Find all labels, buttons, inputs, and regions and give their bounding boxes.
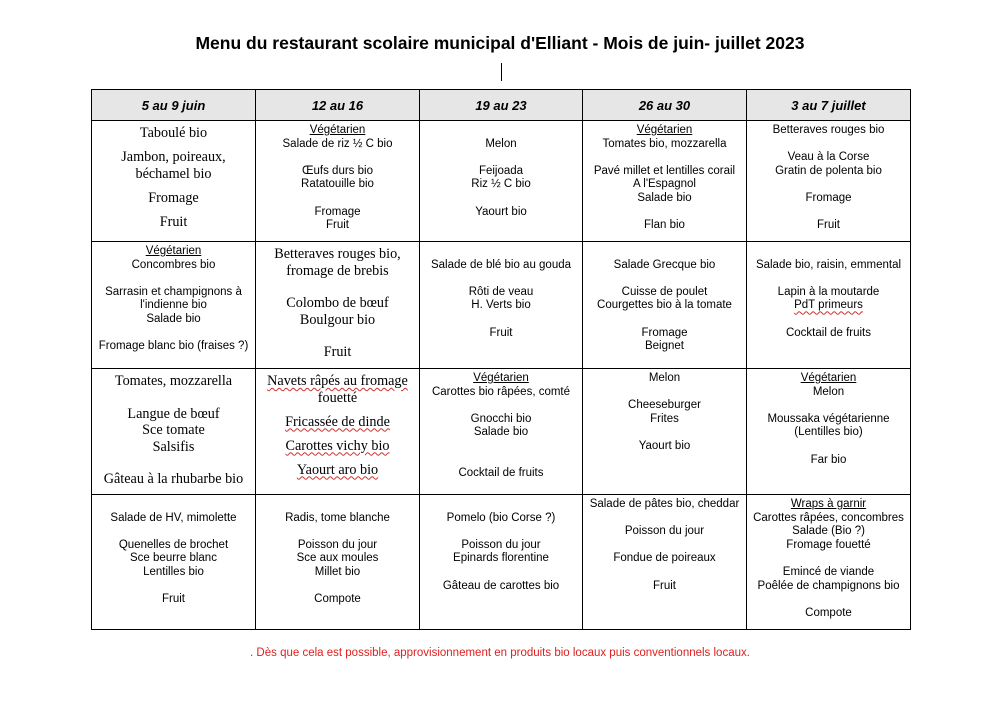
dish: Beignet: [644, 340, 684, 353]
menu-cell: [420, 242, 583, 369]
dish: Yaourt bio: [475, 205, 527, 218]
dish: Sce beurre blanc: [130, 552, 217, 565]
dish: Fruit: [323, 344, 352, 360]
dish: Melon: [485, 137, 517, 150]
dish: Salsifis: [152, 438, 195, 455]
vegetarian-label: Végétarien: [473, 372, 529, 384]
dish: Salade bio: [473, 426, 529, 439]
menu-cell: [256, 121, 420, 242]
dish: Salade de riz ½ C bio: [282, 137, 393, 150]
dish: Fruit: [162, 593, 185, 606]
dish: Riz ½ C bio: [471, 178, 531, 191]
menu-cell: [420, 121, 583, 242]
dish: Salade (Bio ?): [792, 525, 865, 538]
dish: Fruit: [159, 213, 188, 230]
dish: Fruit: [489, 326, 513, 339]
dish: l'indienne bio: [140, 299, 207, 312]
dish: Gratin de polenta bio: [775, 164, 882, 177]
dish: Emincé de viande: [782, 565, 875, 578]
dish: Yaourt bio: [638, 439, 691, 452]
dish: Salade bio: [637, 191, 692, 204]
dish: Cocktail de fruits: [785, 326, 871, 339]
dish: Veau à la Corse: [787, 151, 870, 164]
dish: Langue de bœuf: [127, 405, 220, 422]
dish: Melon: [812, 385, 845, 398]
dish: Cuisse de poulet: [621, 285, 708, 298]
dish: Sarrasin et champignons à: [105, 285, 242, 298]
dish: Poisson du jour: [461, 538, 541, 551]
dish: H. Verts bio: [471, 299, 531, 312]
dish: Colombo de bœuf: [286, 295, 389, 311]
dish: Millet bio: [314, 565, 361, 578]
menu-row: [92, 242, 911, 369]
dish: Salade bio: [146, 312, 201, 325]
menu-row: [92, 121, 911, 242]
dish: Taboulé bio: [139, 125, 208, 141]
menu-row: [92, 495, 911, 630]
footnote: . Dès que cela est possible, approvisionnement en produits bio locaux puis conventionnels locaux.: [250, 647, 750, 659]
dish: Salade de blé bio au gouda: [430, 258, 572, 271]
dish: Feijoada: [478, 164, 524, 177]
dish: Cocktail de fruits: [458, 467, 544, 480]
menu-cell: [92, 369, 256, 495]
dish: Gâteau de carottes bio: [442, 579, 560, 592]
dish: Lapin à la moutarde: [777, 285, 880, 298]
dish: Compote: [314, 593, 361, 606]
dish: Pomelo (bio Corse ?): [446, 511, 556, 524]
vegetarian-label: Végétarien: [145, 245, 202, 257]
menu-cell: [256, 495, 420, 630]
dish: PdT primeurs: [794, 299, 863, 312]
dish: Poêlée de champignons bio: [757, 579, 900, 592]
menu-row: [92, 369, 911, 495]
dish: Moussaka végétarienne: [767, 412, 890, 425]
dish: Salade Grecque bio: [613, 258, 716, 271]
week-header: 5 au 9 juin: [92, 90, 256, 121]
menu-cell: [747, 495, 911, 630]
menu-cell: [583, 495, 747, 630]
dish: Navets râpés au fromage: [267, 373, 408, 389]
dish: Rôti de veau: [468, 285, 534, 298]
menu-cell: [256, 369, 420, 495]
dish: Fondue de poireaux: [613, 552, 716, 565]
dish: Betteraves rouges bio: [772, 124, 885, 136]
dish: Carottes râpées, concombres: [753, 511, 904, 524]
dish: Fruit: [653, 579, 676, 592]
dish: Carottes vichy bio: [285, 437, 390, 454]
menu-cell: [92, 495, 256, 630]
menu-cell: [747, 121, 911, 242]
dish: Fromage: [641, 326, 688, 339]
week-header: 26 au 30: [583, 90, 747, 121]
week-header: 19 au 23: [420, 90, 583, 121]
menu-cell: [420, 369, 583, 495]
week-header: 12 au 16: [256, 90, 420, 121]
dish: Melon: [648, 372, 681, 384]
menu-cell: [583, 121, 747, 242]
dish: (Lentilles bio): [794, 426, 863, 439]
vegetarian-label: Végétarien: [636, 124, 693, 136]
vegetarian-label: Végétarien: [800, 372, 857, 384]
menu-cell: [747, 369, 911, 495]
dish: Fromage: [805, 191, 852, 204]
dish: Gâteau à la rhubarbe bio: [103, 471, 244, 487]
dish: A l'Espagnol: [633, 178, 696, 191]
dish: fouetté: [317, 389, 358, 406]
dish: Betteraves rouges bio,: [274, 246, 401, 262]
dish: Fromage: [314, 205, 361, 218]
dish: béchamel bio: [135, 165, 212, 182]
dish: Compote: [805, 606, 852, 619]
menu-cell: [256, 242, 420, 369]
dish: Salade de HV, mimolette: [110, 511, 237, 524]
dish: Sce aux moules: [296, 552, 379, 565]
dish: Fromage fouetté: [786, 538, 871, 551]
menu-table: [91, 89, 911, 630]
dish: Fruit: [817, 219, 840, 232]
dish: Ratatouille bio: [301, 178, 374, 191]
dish: fromage de brebis: [286, 262, 389, 279]
dish: Boulgour bio: [299, 311, 376, 328]
dish: Fromage: [148, 189, 199, 206]
dish: Frites: [650, 412, 679, 425]
dish: Fruit: [326, 219, 349, 232]
dish: Jambon, poireaux,: [121, 149, 226, 165]
dish: Sce tomate: [142, 422, 205, 438]
dish: Quenelles de brochet: [118, 538, 229, 551]
week-header: 3 au 7 juillet: [747, 90, 911, 121]
dish: Tomates, mozzarella: [114, 373, 233, 389]
dish: Far bio: [810, 453, 847, 466]
dish: Tomates bio, mozzarella: [602, 137, 727, 150]
dish: Epinards florentine: [453, 552, 549, 565]
dish: Œufs durs bio: [302, 164, 373, 177]
dish: Pavé millet et lentilles corail: [593, 164, 736, 177]
vegetarian-label: Végétarien: [309, 124, 366, 136]
dish: Poisson du jour: [297, 538, 378, 551]
dish: Flan bio: [644, 219, 685, 232]
menu-cell: [92, 242, 256, 369]
dish: Lentilles bio: [143, 565, 204, 578]
dish: Fromage blanc bio (fraises ?): [98, 340, 249, 353]
dish: Yaourt aro bio: [296, 461, 379, 478]
dish: Salade de pâtes bio, cheddar: [589, 498, 740, 510]
menu-cell: [747, 242, 911, 369]
dish: Gnocchi bio: [470, 412, 532, 425]
header-row: [92, 90, 911, 121]
dish: Carottes bio râpées, comté: [431, 385, 571, 398]
dish: Poisson du jour: [624, 525, 705, 538]
dish: Radis, tome blanche: [285, 511, 390, 524]
menu-cell: [583, 242, 747, 369]
menu-cell: [420, 495, 583, 630]
dish: Courgettes bio à la tomate: [597, 299, 732, 312]
dish: Salade bio, raisin, emmental: [755, 258, 902, 271]
dish: Fricassée de dinde: [285, 413, 390, 430]
dish: Concombres bio: [131, 258, 216, 271]
menu-cell: [583, 369, 747, 495]
text-cursor: [501, 63, 502, 81]
wraps-label: Wraps à garnir: [790, 498, 867, 510]
menu-cell: [92, 121, 256, 242]
page-title: Menu du restaurant scolaire municipal d'Elliant - Mois de juin- juillet 2023: [195, 33, 805, 53]
dish: Cheeseburger: [628, 399, 701, 412]
